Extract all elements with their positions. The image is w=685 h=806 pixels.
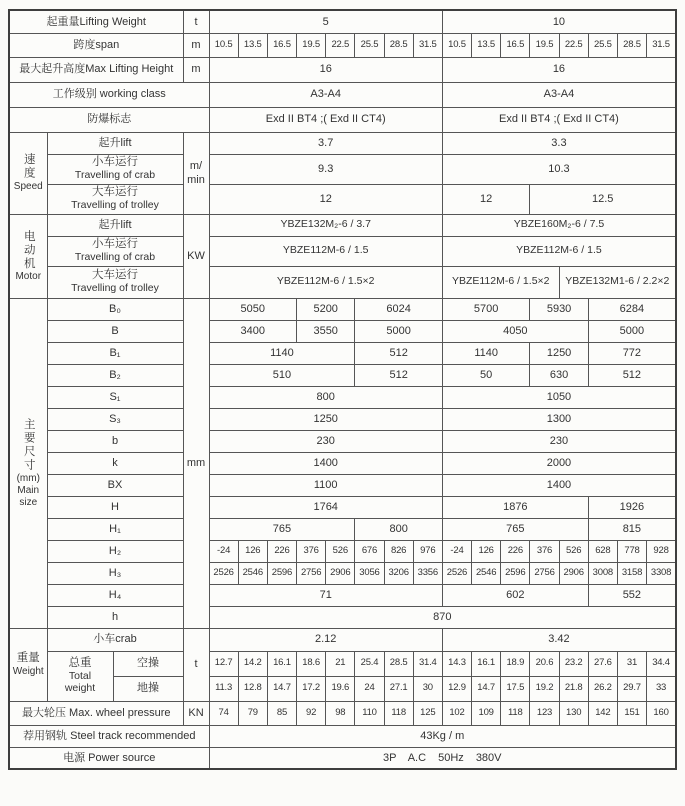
size-h2-cell: 126 bbox=[472, 540, 501, 562]
size-bsm-cell: 230 bbox=[442, 430, 676, 452]
row-motor-lift bbox=[9, 214, 676, 236]
wheel-pressure-cell: 109 bbox=[472, 701, 501, 725]
size-h2-label: H₂ bbox=[47, 540, 183, 562]
size-h2-cell: 126 bbox=[238, 540, 267, 562]
row-max-lifting-height bbox=[9, 57, 676, 82]
row-speed-crab bbox=[9, 154, 676, 184]
size-h2-cell: 526 bbox=[326, 540, 355, 562]
size-h4-cell: 71 bbox=[209, 584, 442, 606]
size-h1-cell: 815 bbox=[588, 518, 676, 540]
span-label: 跨度span bbox=[9, 33, 183, 57]
size-b-cell: 3550 bbox=[297, 320, 355, 342]
motor-lift-10t: YBZE160M₂-6 / 7.5 bbox=[442, 214, 676, 236]
weight-cab-cell: 31.4 bbox=[413, 651, 442, 676]
size-b-cell: 5000 bbox=[588, 320, 676, 342]
motor-crab-10t: YBZE112M-6 / 1.5 bbox=[442, 236, 676, 266]
lifting-weight-5t: 5 bbox=[209, 10, 442, 33]
motor-crab-5t: YBZE112M-6 / 1.5 bbox=[209, 236, 442, 266]
working-class-5t: A3-A4 bbox=[209, 82, 442, 107]
weight-cab-cell: 14.3 bbox=[442, 651, 471, 676]
size-h3-cell: 2756 bbox=[297, 562, 326, 584]
span-cell: 22.5 bbox=[559, 33, 588, 57]
wheel-pressure-cell: 160 bbox=[647, 701, 676, 725]
size-h1-label: H₁ bbox=[47, 518, 183, 540]
row-explosion-proof bbox=[9, 107, 676, 132]
row-weight-crab bbox=[9, 628, 676, 651]
steel-track-label: 荐用钢轨 Steel track recommended bbox=[9, 725, 209, 747]
row-lifting-weight bbox=[9, 10, 676, 33]
weight-total-label-cn: 总重 bbox=[68, 657, 92, 670]
weight-crab-10t: 3.42 bbox=[442, 628, 676, 651]
span-cell: 19.5 bbox=[297, 33, 326, 57]
size-b1-label: B₁ bbox=[47, 342, 183, 364]
speed-trolley-label-cn: 大车运行 bbox=[92, 186, 138, 199]
speed-group-label bbox=[9, 132, 47, 214]
lifting-weight-10t: 10 bbox=[442, 10, 676, 33]
motor-crab-label bbox=[47, 236, 183, 266]
size-k-cell: 2000 bbox=[442, 452, 676, 474]
motor-trolley-label-en: Travelling of trolley bbox=[71, 282, 159, 295]
main-size-group-label bbox=[9, 298, 47, 628]
weight-cab-cell: 18.9 bbox=[501, 651, 530, 676]
size-h3-cell: 2546 bbox=[472, 562, 501, 584]
wheel-pressure-label: 最大轮压 Max. wheel pressure bbox=[9, 701, 183, 725]
size-H-cell: 1876 bbox=[442, 496, 588, 518]
size-h2-cell: 976 bbox=[413, 540, 442, 562]
speed-lift-label: 起升lift bbox=[47, 132, 183, 154]
speed-unit bbox=[183, 132, 209, 214]
size-hsm-label: h bbox=[47, 606, 183, 628]
weight-cab-cell: 34.4 bbox=[647, 651, 676, 676]
row-working-class bbox=[9, 82, 676, 107]
power-source-value: 3P A.C 50Hz 380V bbox=[209, 747, 676, 769]
size-b-cell: 5000 bbox=[355, 320, 443, 342]
weight-unit: t bbox=[183, 628, 209, 701]
weight-cab-cell: 27.6 bbox=[588, 651, 617, 676]
motor-trolley-10t-a: YBZE112M-6 / 1.5×2 bbox=[442, 266, 559, 298]
motor-group-cn: 电动机 bbox=[22, 229, 35, 271]
span-cell: 31.5 bbox=[647, 33, 676, 57]
size-h2-cell: 778 bbox=[617, 540, 646, 562]
wheel-pressure-cell: 98 bbox=[326, 701, 355, 725]
wheel-pressure-cell: 130 bbox=[559, 701, 588, 725]
motor-lift-5t: YBZE132M₂-6 / 3.7 bbox=[209, 214, 442, 236]
size-b0-cell: 6024 bbox=[355, 298, 443, 320]
size-k-cell: 1400 bbox=[209, 452, 442, 474]
weight-total-label-en: Total weight bbox=[64, 670, 96, 694]
weight-ground-cell: 29.7 bbox=[617, 676, 646, 701]
max-height-unit: m bbox=[183, 57, 209, 82]
weight-ground-label: 地操 bbox=[113, 676, 183, 701]
size-h3-cell: 3206 bbox=[384, 562, 413, 584]
size-b0-cell: 5930 bbox=[530, 298, 588, 320]
size-b0-cell: 5200 bbox=[297, 298, 355, 320]
weight-ground-cell: 11.3 bbox=[209, 676, 238, 701]
speed-trolley-label bbox=[47, 184, 183, 214]
row-size-bsm bbox=[9, 430, 676, 452]
size-h2-cell: 826 bbox=[384, 540, 413, 562]
speed-trolley-label-en: Travelling of trolley bbox=[71, 199, 159, 212]
speed-crab-label-en: Travelling of crab bbox=[74, 169, 156, 182]
size-s1-label: S₁ bbox=[47, 386, 183, 408]
size-hsm-cell: 870 bbox=[209, 606, 676, 628]
size-h3-cell: 3056 bbox=[355, 562, 384, 584]
speed-unit-line1: m/ bbox=[189, 160, 203, 173]
span-cell: 10.5 bbox=[209, 33, 238, 57]
wheel-pressure-cell: 118 bbox=[384, 701, 413, 725]
size-bx-cell: 1400 bbox=[442, 474, 676, 496]
weight-ground-cell: 24 bbox=[355, 676, 384, 701]
size-h3-cell: 2526 bbox=[442, 562, 471, 584]
size-h2-cell: -24 bbox=[442, 540, 471, 562]
wheel-pressure-cell: 85 bbox=[267, 701, 296, 725]
row-speed-lift bbox=[9, 132, 676, 154]
size-b-cell: 4050 bbox=[442, 320, 588, 342]
lifting-weight-unit: t bbox=[183, 10, 209, 33]
speed-trolley-5t: 12 bbox=[209, 184, 442, 214]
wheel-pressure-cell: 102 bbox=[442, 701, 471, 725]
size-s1-cell: 1050 bbox=[442, 386, 676, 408]
size-H-cell: 1764 bbox=[209, 496, 442, 518]
speed-crab-5t: 9.3 bbox=[209, 154, 442, 184]
main-size-group-note: (mm) bbox=[16, 473, 40, 485]
span-unit: m bbox=[183, 33, 209, 57]
weight-ground-cell: 21.8 bbox=[559, 676, 588, 701]
motor-lift-label: 起升lift bbox=[47, 214, 183, 236]
size-h3-cell: 2906 bbox=[559, 562, 588, 584]
speed-unit-line2: min bbox=[187, 173, 205, 186]
span-cell: 28.5 bbox=[384, 33, 413, 57]
row-wheel-pressure bbox=[9, 701, 676, 725]
size-h2-cell: 526 bbox=[559, 540, 588, 562]
row-size-h1 bbox=[9, 518, 676, 540]
wheel-pressure-cell: 79 bbox=[238, 701, 267, 725]
weight-cab-cell: 18.6 bbox=[297, 651, 326, 676]
size-bx-cell: 1100 bbox=[209, 474, 442, 496]
wheel-pressure-cell: 125 bbox=[413, 701, 442, 725]
speed-lift-5t: 3.7 bbox=[209, 132, 442, 154]
size-h3-cell: 2526 bbox=[209, 562, 238, 584]
weight-ground-cell: 17.2 bbox=[297, 676, 326, 701]
weight-cab-label: 空操 bbox=[113, 651, 183, 676]
weight-cab-cell: 16.1 bbox=[472, 651, 501, 676]
size-s3-label: S₃ bbox=[47, 408, 183, 430]
working-class-10t: A3-A4 bbox=[442, 82, 676, 107]
motor-crab-label-cn: 小车运行 bbox=[92, 238, 138, 251]
size-h2-cell: 376 bbox=[297, 540, 326, 562]
row-size-b2 bbox=[9, 364, 676, 386]
motor-unit: KW bbox=[183, 214, 209, 298]
size-h1-cell: 765 bbox=[209, 518, 355, 540]
explosion-proof-10t: Exd II BT4 ;( Exd II CT4) bbox=[442, 107, 676, 132]
wheel-pressure-cell: 151 bbox=[617, 701, 646, 725]
weight-ground-cell: 19.2 bbox=[530, 676, 559, 701]
size-b2-cell: 630 bbox=[530, 364, 588, 386]
weight-ground-cell: 14.7 bbox=[472, 676, 501, 701]
size-h2-cell: 376 bbox=[530, 540, 559, 562]
wheel-pressure-cell: 118 bbox=[501, 701, 530, 725]
size-h2-cell: 928 bbox=[647, 540, 676, 562]
size-h4-cell: 602 bbox=[442, 584, 588, 606]
weight-cab-cell: 31 bbox=[617, 651, 646, 676]
span-cell: 25.5 bbox=[588, 33, 617, 57]
steel-track-value: 43Kg / m bbox=[209, 725, 676, 747]
row-size-k bbox=[9, 452, 676, 474]
wheel-pressure-unit: KN bbox=[183, 701, 209, 725]
weight-total-label bbox=[47, 651, 113, 701]
max-height-10t: 16 bbox=[442, 57, 676, 82]
weight-cab-cell: 28.5 bbox=[384, 651, 413, 676]
weight-ground-cell: 27.1 bbox=[384, 676, 413, 701]
max-height-label: 最大起升高度Max Lifting Height bbox=[9, 57, 183, 82]
row-size-h4 bbox=[9, 584, 676, 606]
span-cell: 28.5 bbox=[617, 33, 646, 57]
span-cell: 10.5 bbox=[442, 33, 471, 57]
row-speed-trolley bbox=[9, 184, 676, 214]
row-size-b0 bbox=[9, 298, 676, 320]
size-h1-cell: 800 bbox=[355, 518, 443, 540]
span-cell: 31.5 bbox=[413, 33, 442, 57]
weight-ground-cell: 33 bbox=[647, 676, 676, 701]
lifting-weight-label: 起重量Lifting Weight bbox=[9, 10, 183, 33]
wheel-pressure-cell: 92 bbox=[297, 701, 326, 725]
size-b1-cell: 772 bbox=[588, 342, 676, 364]
size-h4-label: H₄ bbox=[47, 584, 183, 606]
row-size-h2 bbox=[9, 540, 676, 562]
size-H-cell: 1926 bbox=[588, 496, 676, 518]
span-cell: 22.5 bbox=[326, 33, 355, 57]
main-size-unit: mm bbox=[183, 298, 209, 628]
main-size-group-en: Main size bbox=[17, 485, 40, 508]
weight-crab-5t: 2.12 bbox=[209, 628, 442, 651]
row-size-s1 bbox=[9, 386, 676, 408]
row-size-b1 bbox=[9, 342, 676, 364]
row-size-s3 bbox=[9, 408, 676, 430]
size-b1-cell: 1140 bbox=[209, 342, 355, 364]
motor-trolley-5t: YBZE112M-6 / 1.5×2 bbox=[209, 266, 442, 298]
row-power-source bbox=[9, 747, 676, 769]
row-span bbox=[9, 33, 676, 57]
weight-ground-cell: 26.2 bbox=[588, 676, 617, 701]
span-cell: 25.5 bbox=[355, 33, 384, 57]
explosion-proof-5t: Exd II BT4 ;( Exd II CT4) bbox=[209, 107, 442, 132]
size-h2-cell: 676 bbox=[355, 540, 384, 562]
size-s1-cell: 800 bbox=[209, 386, 442, 408]
wheel-pressure-cell: 142 bbox=[588, 701, 617, 725]
weight-cab-cell: 25.4 bbox=[355, 651, 384, 676]
size-h3-cell: 2596 bbox=[501, 562, 530, 584]
size-h3-cell: 2546 bbox=[238, 562, 267, 584]
size-h2-cell: 226 bbox=[267, 540, 296, 562]
size-b1-cell: 1250 bbox=[530, 342, 588, 364]
speed-group-cn: 速度 bbox=[22, 153, 35, 181]
motor-group-label bbox=[9, 214, 47, 298]
size-b2-cell: 510 bbox=[209, 364, 355, 386]
size-b2-cell: 512 bbox=[588, 364, 676, 386]
size-b2-cell: 50 bbox=[442, 364, 530, 386]
span-cell: 19.5 bbox=[530, 33, 559, 57]
weight-ground-cell: 17.5 bbox=[501, 676, 530, 701]
speed-crab-10t: 10.3 bbox=[442, 154, 676, 184]
size-b2-label: B₂ bbox=[47, 364, 183, 386]
size-h3-cell: 3308 bbox=[647, 562, 676, 584]
main-size-group-cn: 主要尺寸 bbox=[22, 418, 35, 473]
weight-ground-cell: 30 bbox=[413, 676, 442, 701]
span-cell: 13.5 bbox=[238, 33, 267, 57]
size-h3-cell: 2756 bbox=[530, 562, 559, 584]
speed-trolley-10t-a: 12 bbox=[442, 184, 530, 214]
wheel-pressure-cell: 74 bbox=[209, 701, 238, 725]
size-h2-cell: -24 bbox=[209, 540, 238, 562]
size-bsm-label: b bbox=[47, 430, 183, 452]
size-k-label: k bbox=[47, 452, 183, 474]
crane-spec-table bbox=[8, 9, 677, 770]
speed-crab-label bbox=[47, 154, 183, 184]
weight-cab-cell: 21 bbox=[326, 651, 355, 676]
weight-ground-cell: 12.9 bbox=[442, 676, 471, 701]
weight-cab-cell: 16.1 bbox=[267, 651, 296, 676]
size-h3-cell: 3356 bbox=[413, 562, 442, 584]
size-h3-cell: 2906 bbox=[326, 562, 355, 584]
size-h1-cell: 765 bbox=[442, 518, 588, 540]
speed-lift-10t: 3.3 bbox=[442, 132, 676, 154]
size-H-label: H bbox=[47, 496, 183, 518]
size-h3-label: H₃ bbox=[47, 562, 183, 584]
size-b2-cell: 512 bbox=[355, 364, 443, 386]
max-height-5t: 16 bbox=[209, 57, 442, 82]
size-h3-cell: 3158 bbox=[617, 562, 646, 584]
weight-cab-cell: 23.2 bbox=[559, 651, 588, 676]
working-class-label: 工作级别 working class bbox=[9, 82, 209, 107]
size-h2-cell: 628 bbox=[588, 540, 617, 562]
size-bsm-cell: 230 bbox=[209, 430, 442, 452]
row-motor-trolley bbox=[9, 266, 676, 298]
size-h4-cell: 552 bbox=[588, 584, 676, 606]
weight-cab-cell: 14.2 bbox=[238, 651, 267, 676]
size-h3-cell: 2596 bbox=[267, 562, 296, 584]
row-motor-crab bbox=[9, 236, 676, 266]
row-size-hsm bbox=[9, 606, 676, 628]
weight-ground-cell: 12.8 bbox=[238, 676, 267, 701]
span-cell: 16.5 bbox=[501, 33, 530, 57]
wheel-pressure-cell: 123 bbox=[530, 701, 559, 725]
size-b0-cell: 5050 bbox=[209, 298, 297, 320]
row-size-bx bbox=[9, 474, 676, 496]
motor-trolley-label bbox=[47, 266, 183, 298]
weight-group-en: Weight bbox=[12, 665, 44, 677]
size-b0-label: B₀ bbox=[47, 298, 183, 320]
motor-trolley-label-cn: 大车运行 bbox=[92, 269, 138, 282]
motor-crab-label-en: Travelling of crab bbox=[74, 251, 156, 264]
size-s3-cell: 1250 bbox=[209, 408, 442, 430]
speed-crab-label-cn: 小车运行 bbox=[92, 156, 138, 169]
row-size-h3 bbox=[9, 562, 676, 584]
size-s3-cell: 1300 bbox=[442, 408, 676, 430]
row-size-H bbox=[9, 496, 676, 518]
wheel-pressure-cell: 110 bbox=[355, 701, 384, 725]
speed-group-en: Speed bbox=[13, 181, 43, 193]
weight-group-label bbox=[9, 628, 47, 701]
motor-trolley-10t-b: YBZE132M1-6 / 2.2×2 bbox=[559, 266, 676, 298]
weight-ground-cell: 19.6 bbox=[326, 676, 355, 701]
weight-crab-label: 小车crab bbox=[47, 628, 183, 651]
size-bx-label: BX bbox=[47, 474, 183, 496]
explosion-proof-label: 防爆标志 bbox=[9, 107, 209, 132]
row-size-b bbox=[9, 320, 676, 342]
size-b0-cell: 5700 bbox=[442, 298, 530, 320]
size-b1-cell: 1140 bbox=[442, 342, 530, 364]
speed-trolley-10t-b: 12.5 bbox=[530, 184, 676, 214]
motor-group-en: Motor bbox=[15, 271, 42, 283]
row-steel-track bbox=[9, 725, 676, 747]
size-b-cell: 3400 bbox=[209, 320, 297, 342]
size-b-label: B bbox=[47, 320, 183, 342]
row-weight-cab bbox=[9, 651, 676, 676]
span-cell: 16.5 bbox=[267, 33, 296, 57]
size-b1-cell: 512 bbox=[355, 342, 443, 364]
weight-cab-cell: 12.7 bbox=[209, 651, 238, 676]
size-h2-cell: 226 bbox=[501, 540, 530, 562]
weight-group-cn: 重量 bbox=[16, 651, 40, 664]
power-source-label: 电源 Power source bbox=[9, 747, 209, 769]
weight-ground-cell: 14.7 bbox=[267, 676, 296, 701]
weight-cab-cell: 20.6 bbox=[530, 651, 559, 676]
span-cell: 13.5 bbox=[472, 33, 501, 57]
size-b0-cell: 6284 bbox=[588, 298, 676, 320]
size-h3-cell: 3008 bbox=[588, 562, 617, 584]
